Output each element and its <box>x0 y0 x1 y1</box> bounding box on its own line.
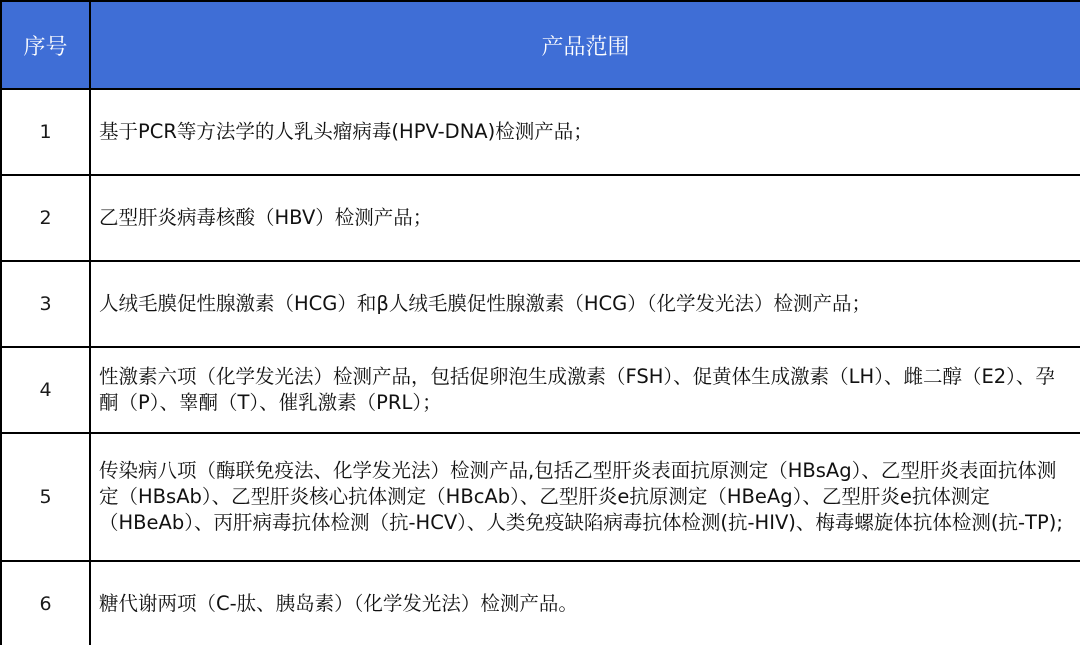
row-scope: 性激素六项（化学发光法）检测产品，包括促卵泡生成激素（FSH）、促黄体生成激素（LH）、雌二醇（E2）、孕酮（P）、睾酮（T）、催乳激素（PRL）； <box>90 347 1080 433</box>
table-row <box>1 261 1080 347</box>
row-scope: 糖代谢两项（C-肽、胰岛素）（化学发光法）检测产品。 <box>90 561 1080 645</box>
row-number: 2 <box>1 175 90 261</box>
row-scope: 传染病八项（酶联免疫法、化学发光法）检测产品,包括乙型肝炎表面抗原测定（HBsAg）、乙型肝炎表面抗体测定（HBsAb）、乙型肝炎核心抗体测定（HBcAb）、乙型肝炎e抗原测定（HBeAg）、乙型肝炎e抗体测定（HBeAb）、丙肝病毒抗体检测（抗-HCV）、人类免疫缺陷病毒抗体检测(抗-HIV)、梅毒螺旋体抗体检测(抗-TP); <box>90 433 1080 561</box>
row-number: 1 <box>1 89 90 175</box>
row-number: 4 <box>1 347 90 433</box>
table-row <box>1 433 1080 561</box>
row-number: 5 <box>1 433 90 561</box>
row-number: 6 <box>1 561 90 645</box>
header-number: 序号 <box>1 1 90 89</box>
table-row <box>1 89 1080 175</box>
table-row <box>1 175 1080 261</box>
row-scope: 基于PCR等方法学的人乳头瘤病毒(HPV-DNA)检测产品； <box>90 89 1080 175</box>
row-scope: 乙型肝炎病毒核酸（HBV）检测产品； <box>90 175 1080 261</box>
table-header-row <box>1 1 1080 89</box>
row-number: 3 <box>1 261 90 347</box>
table-row <box>1 561 1080 645</box>
table-row <box>1 347 1080 433</box>
row-scope: 人绒毛膜促性腺激素（HCG）和β人绒毛膜促性腺激素（HCG）（化学发光法）检测产品； <box>90 261 1080 347</box>
header-product-scope: 产品范围 <box>90 1 1080 89</box>
